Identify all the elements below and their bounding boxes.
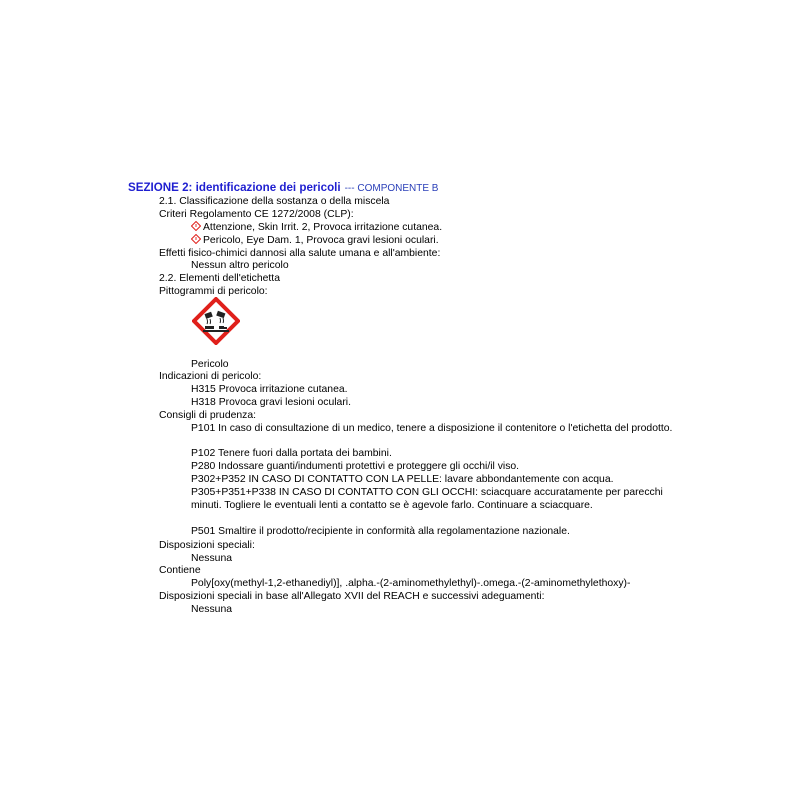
special-provisions-value: Nessuna	[191, 553, 233, 564]
contains-value: Poly[oxy(methyl-1,2-ethanediyl)], .alpha.-(2-aminomethylethyl)-.omega.-(2-aminomethylethoxy)-	[191, 578, 631, 589]
p302-statement: P302+P352 IN CASO DI CONTATTO CON LA PELLE: lavare abbondantemente con acqua.	[191, 474, 614, 485]
signal-word: Pericolo	[191, 359, 229, 370]
pictograms-label: Pittogrammi di pericolo:	[159, 286, 268, 297]
warning-diamond-icon	[191, 234, 201, 244]
p101-statement: P101 In caso di consultazione di un medico, tenere a disposizione il contenitore o l'etichetta del prodotto.	[191, 423, 673, 434]
subsection-2-1: 2.1. Classificazione della sostanza o della miscela	[159, 196, 390, 207]
p305-statement: P305+P351+P338 IN CASO DI CONTATTO CON GLI OCCHI: sciacquare accuratamente per parecchi minuti. Togliere le eventuali lenti a contatto se è agevole farlo. Continuare a sciacquare.	[191, 487, 663, 511]
subsection-2-2: 2.2. Elementi dell'etichetta	[159, 273, 280, 284]
criteria-label: Criteri Regolamento CE 1272/2008 (CLP):	[159, 209, 354, 220]
p501-statement: P501 Smaltire il prodotto/recipiente in conformità alla regolamentazione nazionale.	[191, 526, 570, 537]
reach-label: Disposizioni speciali in base all'Allegato XVII del REACH e successivi adeguamenti:	[159, 591, 545, 602]
section-title	[128, 181, 438, 195]
effects-value: Nessun altro pericolo	[191, 260, 289, 271]
h315-statement: H315 Provoca irritazione cutanea.	[191, 384, 348, 395]
special-provisions-label: Disposizioni speciali:	[159, 540, 255, 551]
p280-statement: P280 Indossare guanti/indumenti protettivi e proteggere gli occhi/il viso.	[191, 461, 520, 472]
reach-value: Nessuna	[191, 604, 233, 615]
effects-label: Effetti fisico-chimici dannosi alla salute umana e all'ambiente:	[159, 248, 441, 259]
warning-diamond-icon	[191, 221, 201, 231]
section-title-text: SEZIONE 2: identificazione dei pericoli	[128, 181, 341, 194]
classification-attenzione-text: Attenzione, Skin Irrit. 2, Provoca irritazione cutanea.	[203, 222, 443, 233]
ghs05-corrosion-icon	[192, 297, 240, 345]
classification-attenzione	[191, 221, 442, 234]
classification-pericolo-text: Pericolo, Eye Dam. 1, Provoca gravi lesioni oculari.	[203, 235, 439, 246]
classification-pericolo	[191, 234, 439, 247]
p102-statement: P102 Tenere fuori dalla portata dei bambini.	[191, 448, 392, 459]
h318-statement: H318 Provoca gravi lesioni oculari.	[191, 397, 351, 408]
section-title-suffix: --- COMPONENTE B	[344, 183, 439, 194]
contains-label: Contiene	[159, 565, 201, 576]
precautionary-label: Consigli di prudenza:	[159, 410, 257, 421]
hazard-statements-label: Indicazioni di pericolo:	[159, 371, 262, 382]
